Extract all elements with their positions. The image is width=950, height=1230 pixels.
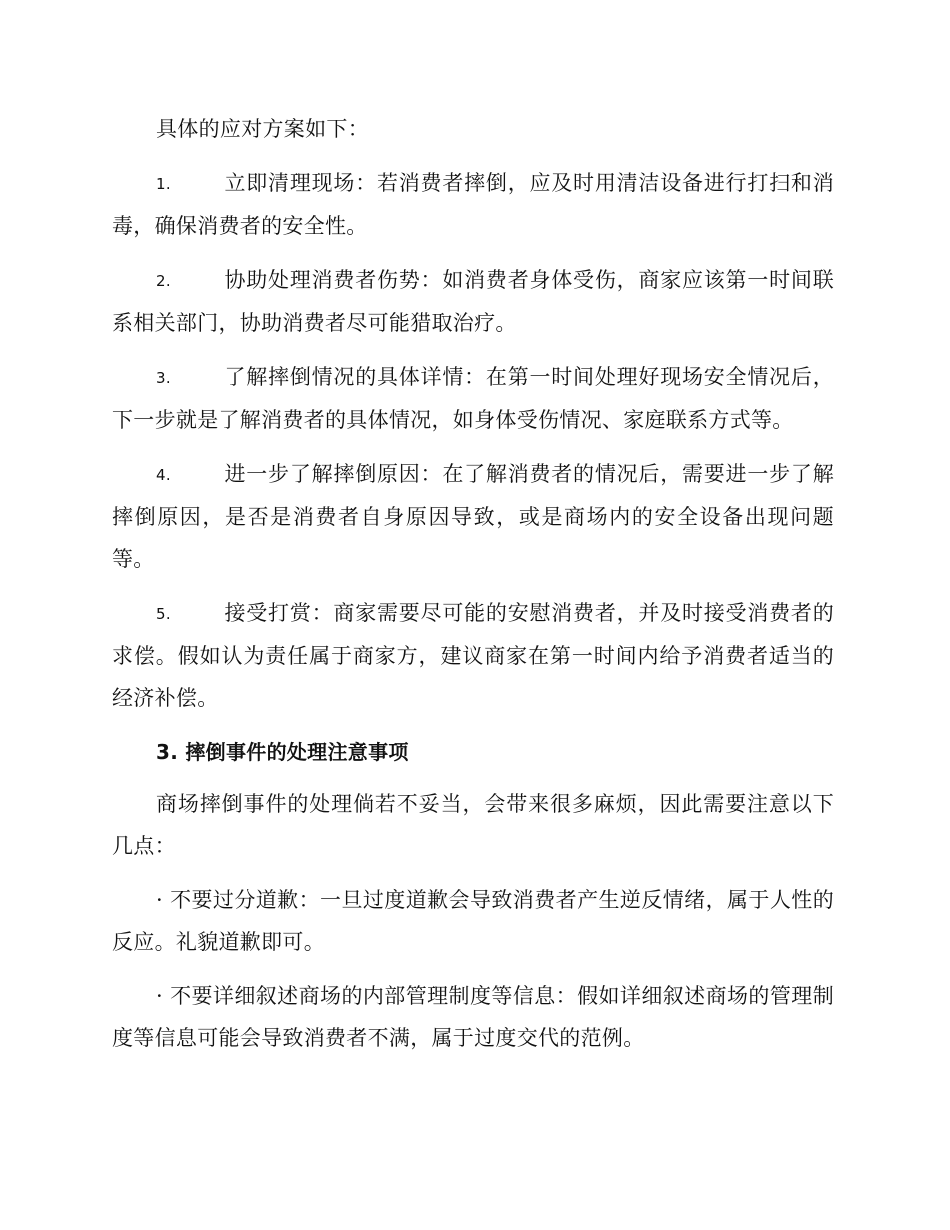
step-text: 进一步了解摔倒原因：在了解消费者的情况后，需要进一步了解摔倒原因，是否是消费者自身原因导致，或是商场内的安全设备出现问题等。 [112, 462, 834, 571]
step-item-4 [112, 453, 834, 580]
step-item-5 [112, 592, 834, 719]
step-item-3 [112, 356, 834, 441]
step-text: 了解摔倒情况的具体详情：在第一时间处理好现场安全情况后，下一步就是了解消费者的具体情况，如身体受伤情况、家庭联系方式等。 [112, 365, 834, 432]
note-item-1: · 不要过分道歉：一旦过度道歉会导致消费者产生逆反情绪，属于人性的反应。礼貌道歉即可。 [112, 888, 834, 954]
step-item-1 [112, 162, 834, 247]
note-item-2: · 不要详细叙述商场的内部管理制度等信息：假如详细叙述商场的管理制度等信息可能会导致消费者不满，属于过度交代的范例。 [112, 984, 834, 1050]
step-number: 2. [156, 272, 171, 290]
section-intro-paragraph: 商场摔倒事件的处理倘若不妥当，会带来很多麻烦，因此需要注意以下几点： [112, 792, 834, 858]
step-number: 3. [156, 369, 171, 387]
step-text: 立即清理现场：若消费者摔倒，应及时用清洁设备进行打扫和消毒，确保消费者的安全性。 [112, 171, 834, 238]
intro-paragraph: 具体的应对方案如下： [156, 117, 369, 141]
step-item-2 [112, 259, 834, 344]
step-number: 5. [156, 605, 171, 623]
step-text: 接受打赏：商家需要尽可能的安慰消费者，并及时接受消费者的求偿。假如认为责任属于商家方，建议商家在第一时间内给予消费者适当的经济补偿。 [112, 601, 834, 710]
step-text: 协助处理消费者伤势：如消费者身体受伤，商家应该第一时间联系相关部门，协助消费者尽可能猎取治疗。 [112, 268, 834, 335]
step-number: 1. [156, 175, 171, 193]
step-number: 4. [156, 466, 171, 484]
section-heading: 3. 摔倒事件的处理注意事项 [156, 740, 409, 764]
document-page [112, 108, 834, 1059]
